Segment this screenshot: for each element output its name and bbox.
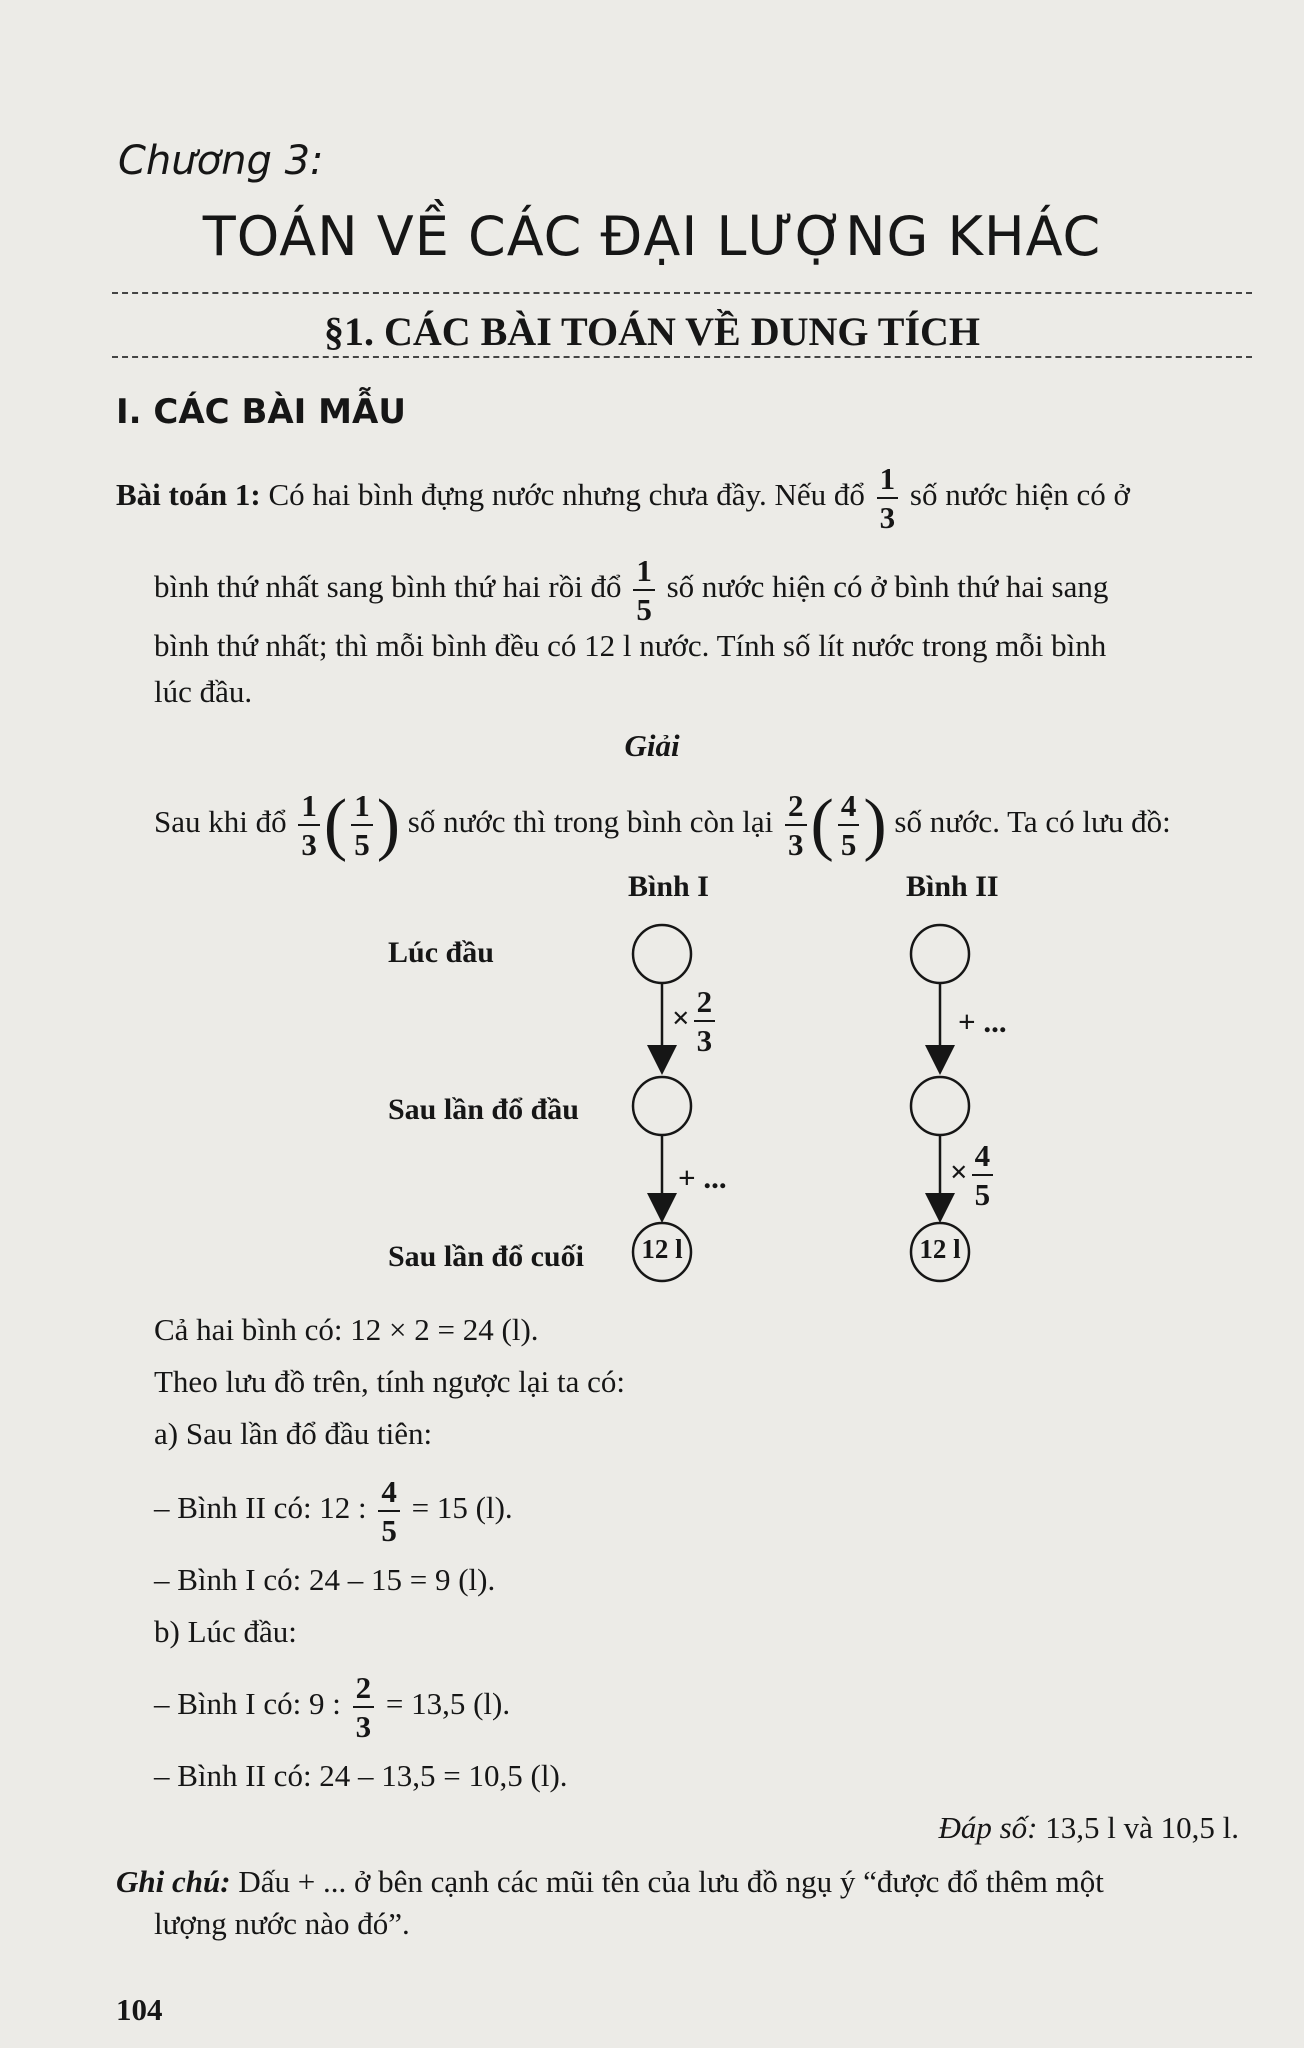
work-part-b: b) Lúc đầu: xyxy=(154,1614,297,1649)
work-reverse: Theo lưu đồ trên, tính ngược lại ta có: xyxy=(154,1364,625,1399)
work-b1: – Bình I có: 9 : $\frac{2}{3}$ = 13,5 (l). xyxy=(154,1670,511,1744)
problem-text-1-end: số nước hiện có ở xyxy=(909,477,1130,513)
work-part-a: a) Sau lần đổ đầu tiên: xyxy=(154,1416,433,1451)
op-multiply-two-thirds: × $\frac{2}{3}$ xyxy=(672,986,719,1056)
problem-label: Bài toán 1: xyxy=(116,477,261,513)
problem-text-1: Có hai bình đựng nước nhưng chưa đầy. Nếu đổ xyxy=(268,477,865,513)
node-binh1-after-first xyxy=(633,1077,691,1135)
chapter-title: TOÁN VỀ CÁC ĐẠI LƯỢNG KHÁC xyxy=(202,205,1102,268)
divider-top xyxy=(112,292,1252,294)
op-add-binh1: + ... xyxy=(678,1160,727,1195)
answer-label: Đáp số: xyxy=(938,1810,1038,1845)
node-binh2-initial xyxy=(911,925,969,983)
row-label-initial: Lúc đầu xyxy=(388,936,494,969)
problem-line-2: bình thứ nhất sang bình thứ hai rồi đổ $\frac{1}{5}$ số nước hiện có ở bình thứ hai sang xyxy=(154,553,1109,627)
solution-intro: Sau khi đổ $\frac{1}{3}$ ( $\frac{1}{5}$ ) số nước thì trong bình còn lại $\frac{2}{3}$ ( $\frac{4}{5}$ ) số nước. Ta có lưu đồ: xyxy=(154,786,1171,863)
row-label-after-last: Sau lần đổ cuối xyxy=(388,1240,584,1273)
chapter-label: Chương 3: xyxy=(118,138,324,184)
divider-bottom xyxy=(112,356,1252,358)
fraction-one-third: $\frac{1}{3}$ xyxy=(877,463,899,533)
work-a1: – Bình II có: 12 : $\frac{4}{5}$ = 15 (l). xyxy=(154,1474,513,1548)
answer xyxy=(938,1808,1239,1848)
row-label-after-first: Sau lần đổ đầu xyxy=(388,1093,579,1126)
node-binh2-after-first xyxy=(911,1077,969,1135)
final-value-binh1: 12 l xyxy=(641,1234,683,1264)
note-line-2: lượng nước nào đó”. xyxy=(154,1906,410,1941)
final-value-binh2: 12 l xyxy=(919,1234,961,1264)
column-label-binh-2: Bình II xyxy=(906,870,999,903)
problem-line-1 xyxy=(116,463,1130,533)
fraction-one-fifth: $\frac{1}{5}$ xyxy=(633,555,655,625)
work-total: Cả hai bình có: 12 × 2 = 24 (l). xyxy=(154,1312,539,1347)
problem-line-4: lúc đầu. xyxy=(154,674,253,709)
work-b2: – Bình II có: 24 – 13,5 = 10,5 (l). xyxy=(154,1758,568,1793)
section-title: §1. CÁC BÀI TOÁN VỀ DUNG TÍCH xyxy=(323,309,981,354)
op-multiply-four-fifths: × $\frac{4}{5}$ xyxy=(950,1140,997,1210)
note-line-1: Ghi chú: Dấu + ... ở bên cạnh các mũi tên của lưu đồ ngụ ý “được đổ thêm một xyxy=(116,1864,1104,1899)
problem-line-3: bình thứ nhất; thì mỗi bình đều có 12 l nước. Tính số lít nước trong mỗi bình xyxy=(154,628,1107,663)
solution-heading: Giải xyxy=(624,728,680,763)
work-a2: – Bình I có: 24 – 15 = 9 (l). xyxy=(154,1562,496,1597)
note-label: Ghi chú: xyxy=(116,1864,231,1899)
column-label-binh-1: Bình I xyxy=(628,870,709,903)
answer-value: 13,5 l và 10,5 l. xyxy=(1045,1810,1239,1845)
op-add-binh2: + ... xyxy=(958,1004,1007,1039)
subsection-heading: I. CÁC BÀI MẪU xyxy=(116,392,406,432)
page-number: 104 xyxy=(116,1992,163,2027)
node-binh1-initial xyxy=(633,925,691,983)
